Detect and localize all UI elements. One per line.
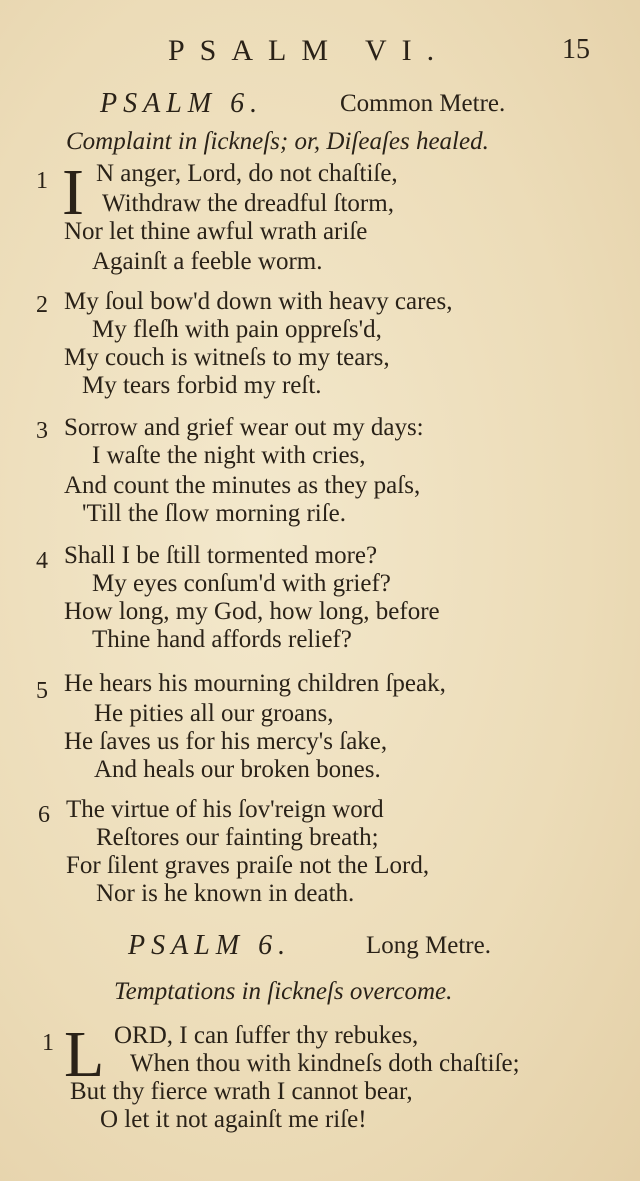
drop-cap: L [64,1018,105,1091]
running-head [0,34,640,74]
psalm-subtitle: Complaint in ſickneſs; or, Diſeaſes healed. [66,128,489,155]
verse-line: 'Till the ſlow morning riſe. [82,500,347,527]
verse-line: When thou with kindneſs doth chaſtiſe; [130,1050,520,1077]
verse-number: 1 [36,168,48,194]
verse-line: Sorrow and grief wear out my days: [64,414,424,441]
verse-line: O let it not againſt me riſe! [100,1106,367,1133]
verse-line: My ſoul bow'd down with heavy cares, [64,288,453,315]
verse-line: He hears his mourning children ſpeak, [64,670,446,697]
verse-number: 3 [36,418,48,444]
psalm-title: PSALM 6. [128,930,292,961]
verse-line: I waſte the night with cries, [92,442,366,469]
verse-number: 5 [36,678,48,704]
page-number: 15 [562,34,590,65]
verse-line: My fleſh with pain oppreſs'd, [92,316,382,343]
verse-line: For ſilent graves praiſe not the Lord, [66,852,430,879]
verse-line: Withdraw the dreadful ſtorm, [102,190,394,217]
verse-line: My eyes conſum'd with grief? [92,570,391,597]
verse-line: ORD, I can ſuffer thy rebukes, [114,1022,419,1049]
verse-line: Againſt a feeble worm. [92,248,323,275]
verse-line: Thine hand affords relief? [92,626,352,653]
psalm-subtitle: Temptations in ſickneſs overcome. [114,978,453,1005]
verse-number: 6 [38,802,50,828]
verse-line: Reſtores our fainting breath; [96,824,379,851]
drop-cap: I [62,156,84,229]
verse-number: 2 [36,292,48,318]
psalm-title: PSALM 6. [100,88,264,119]
verse-line: And heals our broken bones. [94,756,381,783]
psalm-metre: Long Metre. [366,932,491,959]
psalm-heading [0,88,640,128]
verse-line: Nor let thine awful wrath ariſe [64,218,368,245]
verse-line: But thy fierce wrath I cannot bear, [70,1078,413,1105]
verse-line: The virtue of his ſov'reign word [66,796,384,823]
verse-line: He pities all our groans, [94,700,334,727]
psalm-heading [0,930,640,970]
psalm-metre: Common Metre. [340,90,506,117]
verse-number: 1 [42,1030,54,1056]
running-head-title: PSALM VI. [168,34,450,67]
verse-line: N anger, Lord, do not chaſtiſe, [96,160,398,187]
verse-number: 4 [36,548,48,574]
verse-line: And count the minutes as they paſs, [64,472,421,499]
verse-line: How long, my God, how long, before [64,598,440,625]
verse-line: He ſaves us for his mercy's ſake, [64,728,388,755]
verse-line: My couch is witneſs to my tears, [64,344,390,371]
verse-line: Nor is he known in death. [96,880,355,907]
verse-line: Shall I be ſtill tormented more? [64,542,378,569]
verse-line: My tears forbid my reſt. [82,372,322,399]
